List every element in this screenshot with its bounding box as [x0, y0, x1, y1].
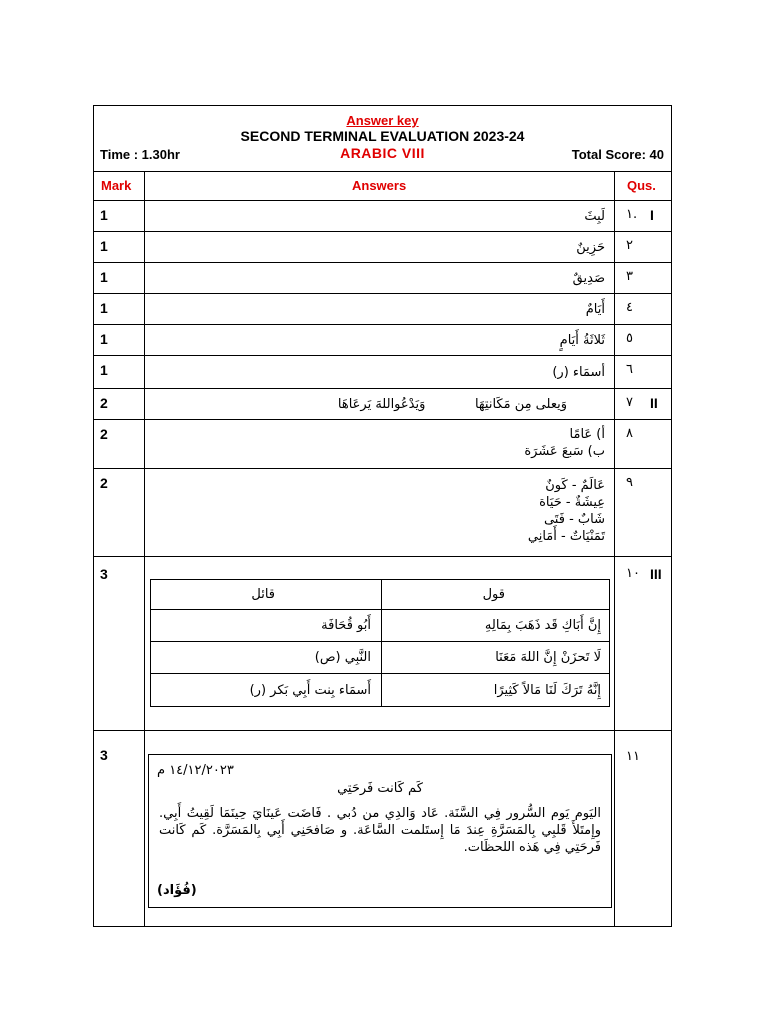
answer-cell: [528, 477, 605, 545]
answer-line: أَيَامٌ: [585, 302, 605, 317]
mark-value: 2: [100, 475, 108, 491]
question-number: ١١: [626, 749, 640, 764]
table-row: [94, 232, 671, 263]
letter-title: كَم كَانت فَرحَتِي: [337, 781, 423, 796]
qus-column-header: Qus.: [627, 178, 656, 193]
table-row: [94, 469, 671, 557]
question-section: II: [650, 395, 658, 411]
mark-value: 1: [100, 238, 108, 254]
question-number: ١.: [626, 207, 638, 222]
mark-value: 3: [100, 747, 108, 763]
question-number: ٦: [626, 362, 633, 377]
question-number: ٣: [626, 269, 633, 284]
quote-column-header: قول: [482, 587, 505, 602]
answer-line: وَيعلى مِن مَكَانتِهَا وَيَدْعُواللهَ يَرعَاهَا: [337, 397, 567, 412]
quote-cell: إِنَّ أَبَاكِ قَد ذَهَبَ بِمَالِهِ: [484, 618, 601, 633]
question-number: ١٠: [626, 566, 640, 581]
speaker-cell: النَّبِي (ص): [314, 650, 371, 665]
answer-line: صَدِيقٌ: [572, 271, 605, 286]
speaker-column-header: قائل: [251, 587, 275, 602]
mark-value: 1: [100, 331, 108, 347]
letter-box: [148, 754, 612, 908]
answer-key-sheet: [93, 105, 672, 927]
answer-line: ثَلاثَةُ أَيَامٍ: [559, 333, 605, 348]
answer-cell: [573, 270, 605, 287]
quote-cell: إِنَّهُ تَرَكَ لَنَا مَالاً كَثِيرًا: [493, 683, 601, 698]
mark-value: 2: [100, 426, 108, 442]
answer-line: تَمَنْيَاتٌ - أَمَانِي: [527, 529, 605, 544]
answers-column-header: Answers: [352, 178, 407, 193]
question-number: ٧: [626, 395, 633, 410]
answer-cell: [552, 364, 605, 381]
speaker-cell: أَسمَاء بِنت أَبِي بَكر (ر): [249, 683, 371, 698]
answer-key-label: Answer key: [346, 113, 419, 128]
mark-value: 2: [100, 395, 108, 411]
mark-value: 1: [100, 362, 108, 378]
exam-title: SECOND TERMINAL EVALUATION 2023-24: [240, 128, 525, 144]
question-number: ٤: [626, 300, 633, 315]
quote-cell: لَا تَحزَنْ إِنَّ اللهَ مَعَنَا: [495, 650, 601, 665]
answer-line: عِيشَةٌ - حَيَاة: [539, 495, 605, 510]
answer-line: شَابٌ - فَتَى: [543, 512, 605, 527]
answer-line: ب) سَبعَ عَشَرَة: [524, 444, 605, 459]
mark-column-header: Mark: [101, 178, 132, 193]
table-row: [94, 356, 671, 389]
mark-value: 1: [100, 207, 108, 223]
column-header-row: [94, 171, 671, 201]
mark-value: 1: [100, 269, 108, 285]
question-number: ٩: [626, 475, 633, 490]
letter-date: ١٤/١٢/٢٠٢٣ م: [157, 763, 234, 778]
total-score-label: Total Score: 40: [571, 147, 664, 162]
answer-cell: [338, 396, 567, 413]
question-number: ٨: [626, 426, 633, 441]
table-row: [94, 294, 671, 325]
table-row: [151, 642, 609, 674]
answer-cell: [586, 301, 605, 318]
table-row: [151, 610, 609, 642]
answer-line: أ) عَامًا: [569, 427, 605, 442]
quote-table-header-row: [151, 580, 609, 610]
answer-cell: [524, 426, 605, 460]
mark-value: 1: [100, 300, 108, 316]
quote-speaker-table: [150, 579, 610, 707]
table-row: [151, 674, 609, 707]
answer-line: عَالَمٌ - كَونٌ: [545, 478, 605, 493]
answer-cell: [584, 208, 605, 225]
table-row: [94, 557, 671, 731]
table-row: [94, 263, 671, 294]
subject-label: ARABIC VIII: [340, 145, 425, 161]
answer-cell: [560, 332, 605, 349]
table-row: [94, 325, 671, 356]
table-row: [94, 201, 671, 232]
letter-signature: (فُؤَاد): [157, 883, 197, 898]
letter-body: اليَوم يَوم السُّرور فِي السَّنَة. عَاد وَالدِي من دُبي . فَاضَت عَينَايَ حِينَمَا لَقِيتُ أَبِي. وإِمتَلأَ قَلبِي بِالمَسَرَّةِ عِندَ مَا إِستَلمت السَّاعَة. و صَافحَنِي أَبِي بِالمَسَرَّة. كَم كَانت فَرحَتِي فِي هَذه اللحظَات.: [159, 806, 601, 855]
speaker-cell: أَبُو قُحَافَة: [321, 618, 371, 633]
answer-line: حَزِينٌ: [576, 240, 605, 255]
table-row: [94, 420, 671, 469]
table-row: [94, 389, 671, 420]
answer-line: أسمَاء (ر): [552, 365, 605, 380]
time-label: Time : 1.30hr: [100, 147, 180, 162]
question-section: I: [650, 207, 654, 223]
mark-value: 3: [100, 566, 108, 582]
question-section: III: [650, 566, 662, 582]
table-row: [94, 731, 671, 927]
answer-line: لَبِثَ: [584, 209, 605, 224]
sheet-header: [94, 106, 671, 172]
answer-cell: [576, 239, 605, 256]
question-number: ٥: [626, 331, 633, 346]
question-number: ٢: [626, 238, 633, 253]
